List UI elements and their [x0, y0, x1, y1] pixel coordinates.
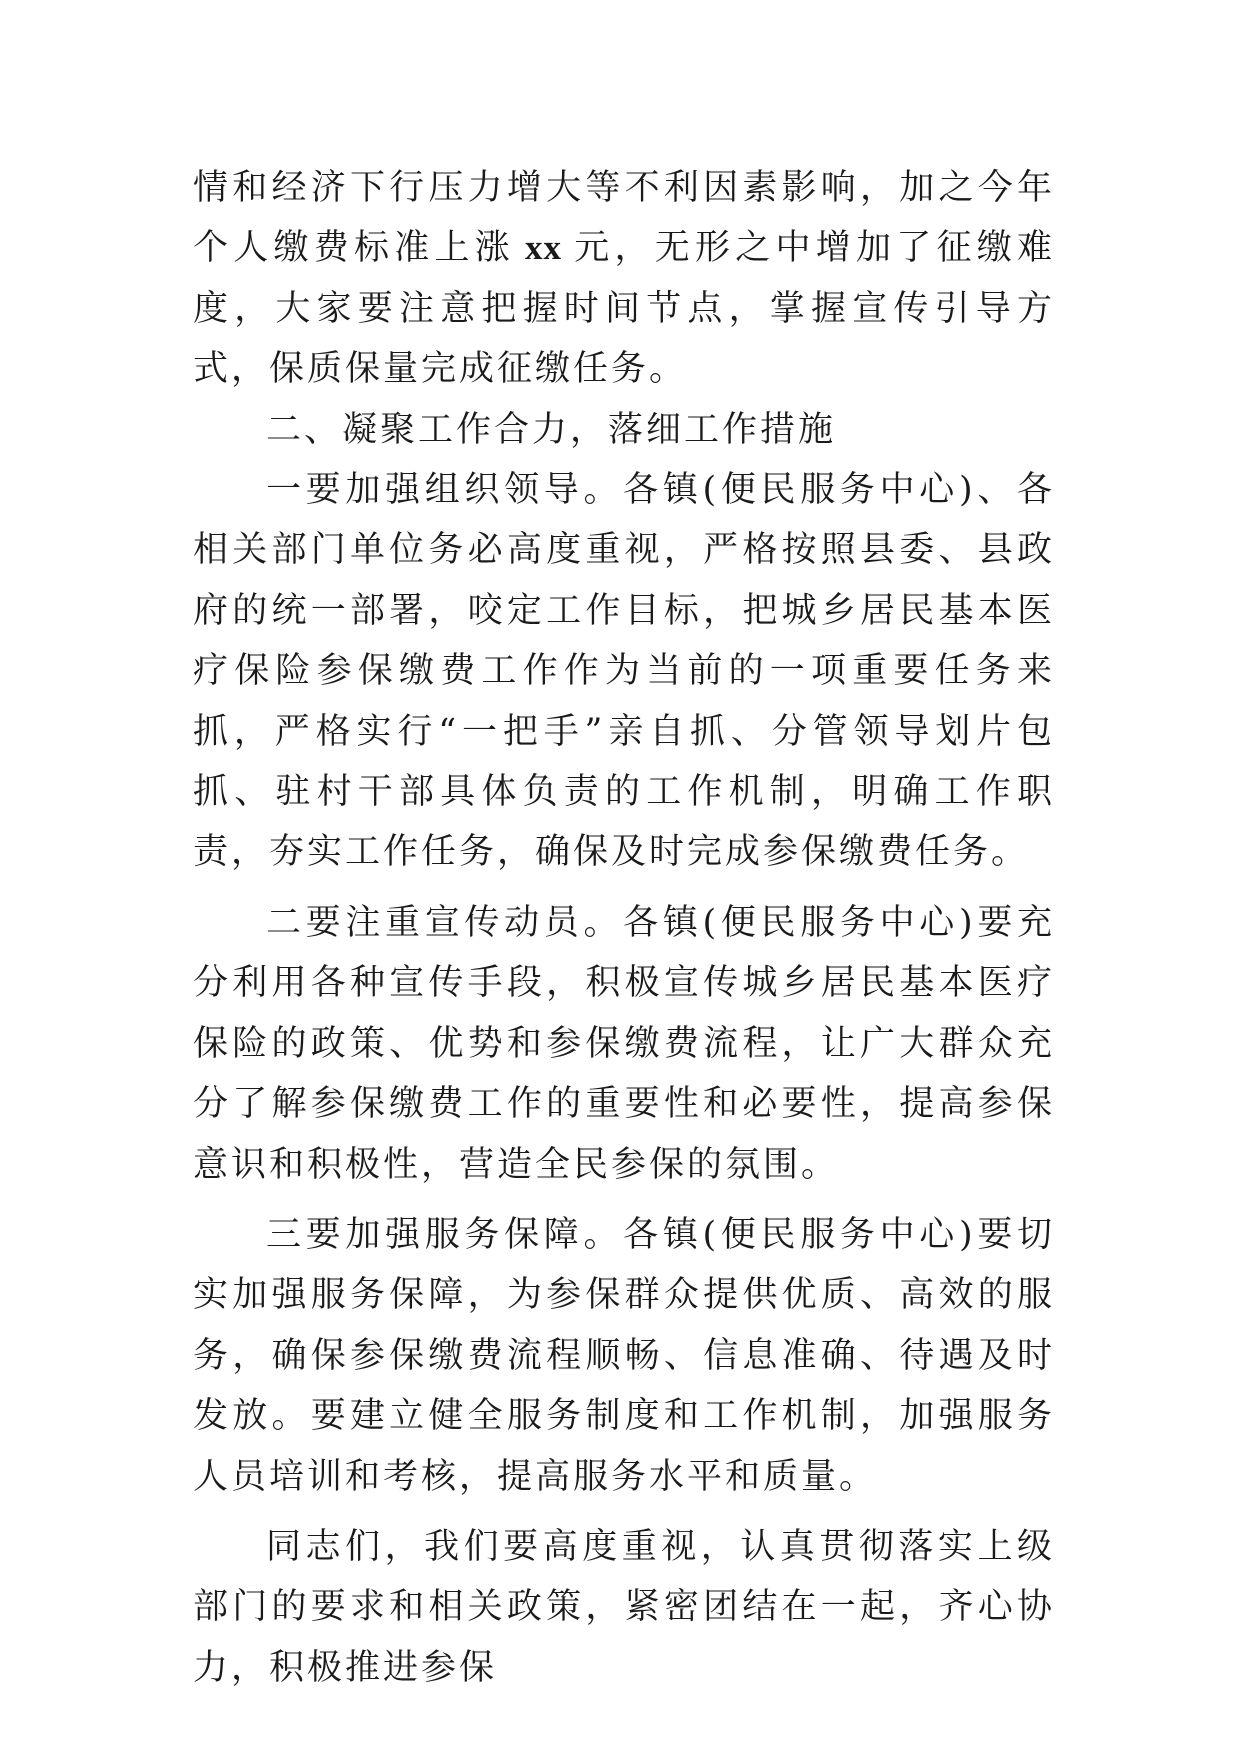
paragraph-continuation — [193, 158, 1055, 400]
paragraph-publicity-mobilization: 二要注重宣传动员。各镇(便民服务中心)要充分利用各种宣传手段，积极宣传城乡居民基本医疗保险的政策、优势和参保缴费流程，让广大群众充分了解参保缴费工作的重要性和必要性，提高参保意识和积极性，营造全民参保的氛围。 — [193, 902, 1055, 1185]
paragraph-text-before: 情和经济下行压力增大等不利因素影响，加之今年个人缴费标准上涨 — [193, 168, 1055, 269]
paragraph-text-after: 元，无形之中增加了征缴难度，大家要注意把握时间节点，掌握宣传引导方式，保质保量完成征缴任务。 — [193, 228, 1055, 390]
paragraph-organization-leadership: 一要加强组织领导。各镇(便民服务中心)、各相关部门单位务必高度重视，严格按照县委、县政府的统一部署，咬定工作目标，把城乡居民基本医疗保险参保缴费工作作为当前的一项重要任务来抓，严格实行“一把手”亲自抓、分管领导划片包抓、驻村干部具体负责的工作机制，明确工作职责，夯实工作任务，确保及时完成参保缴费任务。 — [193, 470, 1055, 873]
paragraph-service-guarantee: 三要加强服务保障。各镇(便民服务中心)要切实加强服务保障，为参保群众提供优质、高效的服务，确保参保缴费流程顺畅、信息准确、待遇及时发放。要建立健全服务制度和工作机制，加强服务人员培训和考核，提高服务水平和质量。 — [193, 1214, 1055, 1497]
document-body — [193, 158, 1055, 1698]
fee-amount-placeholder: xx — [525, 228, 562, 268]
paragraph-closing: 同志们，我们要高度重视，认真贯彻落实上级部门的要求和相关政策，紧密团结在一起，齐心协力，积极推进参保 — [193, 1526, 1055, 1688]
section-heading: 二、凝聚工作合力，落细工作措施 — [266, 409, 837, 450]
